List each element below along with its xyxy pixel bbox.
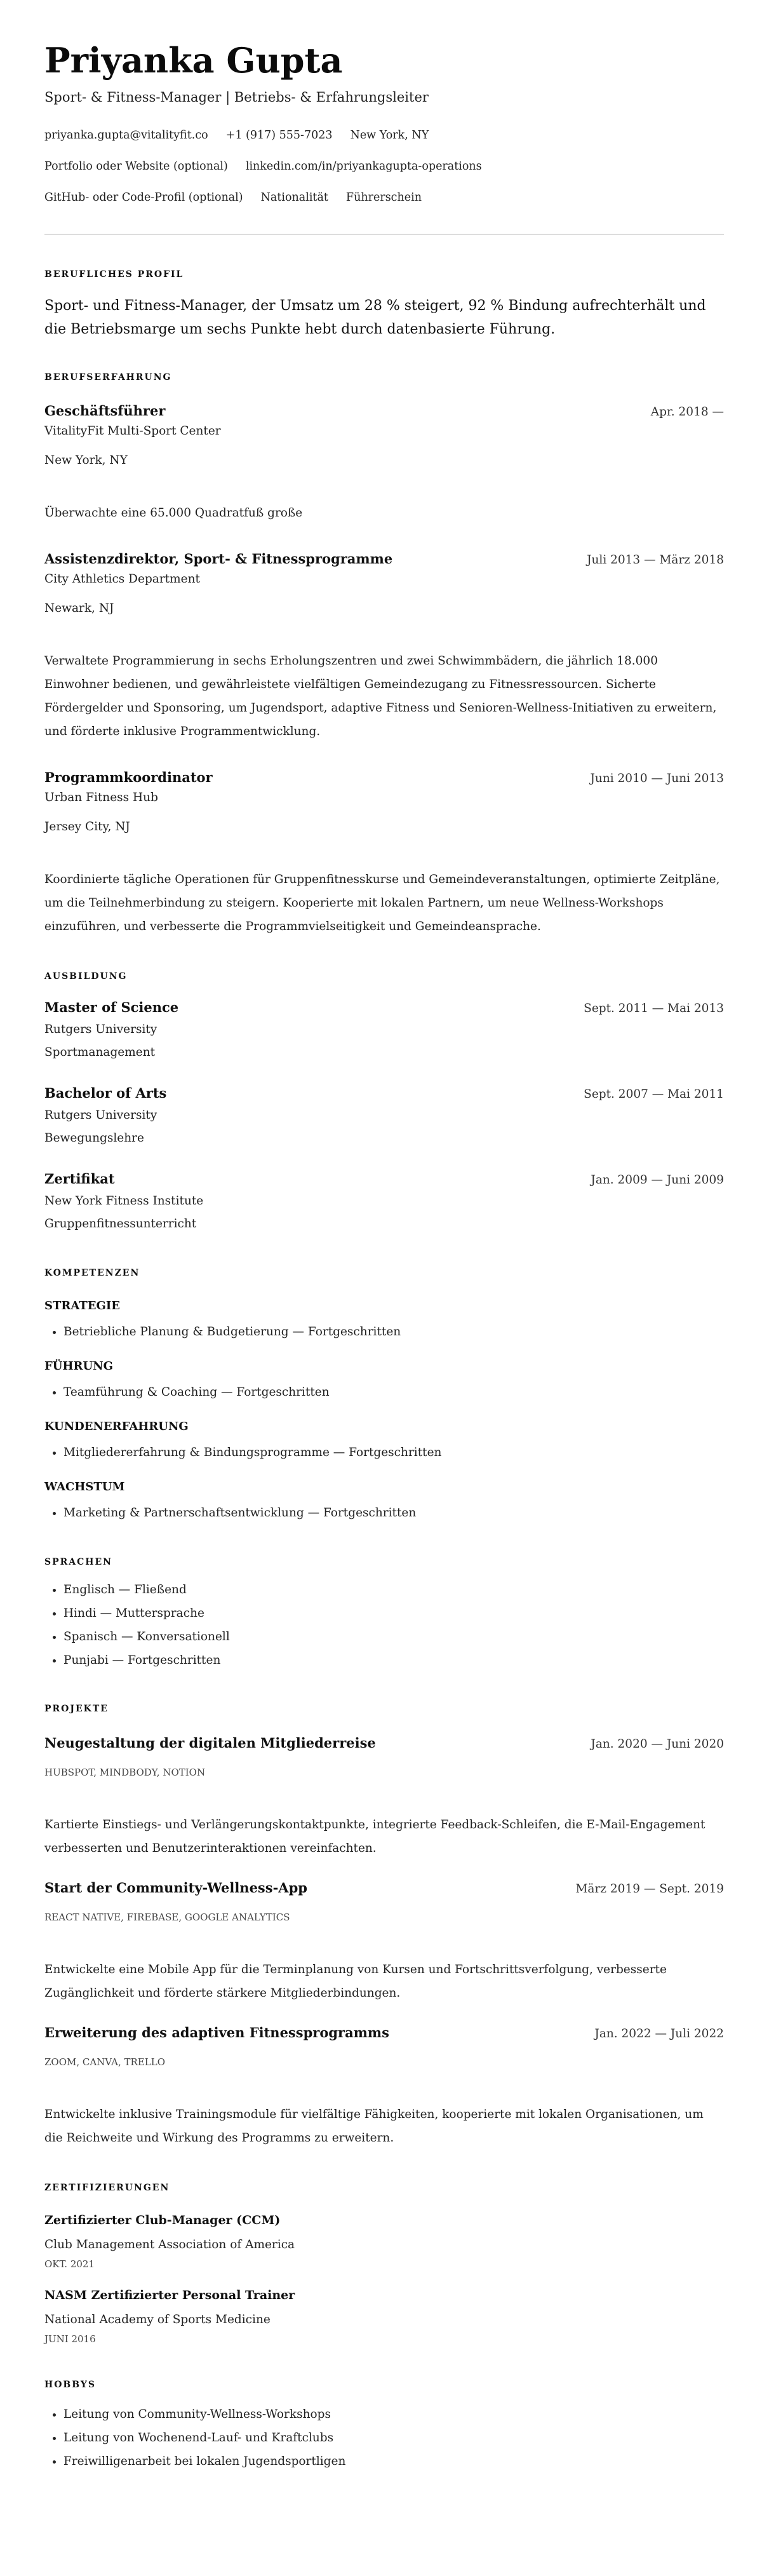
project-title: Neugestaltung der digitalen Mitgliederreise xyxy=(44,1735,376,1751)
section-heading: KOMPETENZEN xyxy=(44,1268,140,1278)
section-heading: SPRACHEN xyxy=(44,1557,112,1567)
field-of-study: Bewegungslehre xyxy=(44,1131,144,1145)
language-item: • Punjabi — Fortgeschritten xyxy=(64,1649,724,1672)
resume-header xyxy=(44,39,724,207)
project-entry xyxy=(44,1878,724,2005)
skill-list xyxy=(44,1442,724,1464)
skill-item: • Mitgliedererfahrung & Bindungsprogramme — Fortgeschritten xyxy=(64,1442,724,1464)
language-list xyxy=(44,1578,724,1672)
hobby-item: • Leitung von Wochenend-Lauf- und Kraftclubs xyxy=(64,2426,724,2450)
projects-section xyxy=(44,1703,724,2150)
candidate-name: Priyanka Gupta xyxy=(44,40,343,81)
skill-list xyxy=(44,1382,724,1403)
job-entry xyxy=(44,768,724,938)
project-description: Kartierte Einstiegs- und Verlängerungskontaktpunkte, integrierte Feedback-Schleifen, die E-Mail-Engagement verbesserten und Benutzerinteraktionen vereinfachten. xyxy=(44,1818,705,1855)
project-entry xyxy=(44,2023,724,2150)
education-dates: Sept. 2007 — Mai 2011 xyxy=(584,1088,724,1101)
experience-section xyxy=(44,371,724,938)
degree: Master of Science xyxy=(44,999,179,1015)
job-location: Jersey City, NJ xyxy=(44,820,130,833)
degree: Bachelor of Arts xyxy=(44,1085,167,1101)
education-entry xyxy=(44,1084,724,1150)
skills-section xyxy=(44,1267,724,1524)
hobby-item: • Freiwilligenarbeit bei lokalen Jugendsportligen xyxy=(64,2450,724,2473)
section-heading: HOBBYS xyxy=(44,2380,96,2390)
certifications-section xyxy=(44,2182,724,2348)
project-dates: Jan. 2020 — Juni 2020 xyxy=(591,1737,724,1751)
hobby-item: • Leitung von Community-Wellness-Workshops xyxy=(64,2403,724,2426)
skill-item: • Marketing & Partnerschaftsentwicklung — Fortgeschritten xyxy=(64,1502,724,1524)
job-company: City Athletics Department xyxy=(44,572,200,586)
job-title: Programmkoordinator xyxy=(44,769,213,785)
project-dates: März 2019 — Sept. 2019 xyxy=(575,1882,724,1896)
contact-linkedin[interactable]: linkedin.com/in/priyankagupta-operations xyxy=(245,160,482,173)
job-title: Geschäftsführer xyxy=(44,403,166,419)
skill-item: • Betriebliche Planung & Budgetierung — Fortgeschritten xyxy=(64,1321,724,1343)
skill-list xyxy=(44,1502,724,1524)
job-description: Überwachte eine 65.000 Quadratfuß große xyxy=(44,506,303,520)
contact-row xyxy=(44,157,724,176)
contact-github[interactable]: GitHub- oder Code-Profil (optional) xyxy=(44,191,243,204)
field-of-study: Sportmanagement xyxy=(44,1046,156,1059)
job-company: Urban Fitness Hub xyxy=(44,791,158,804)
certification-title: NASM Zertifizierter Personal Trainer xyxy=(44,2288,295,2302)
job-location: New York, NY xyxy=(44,454,128,467)
contact-row xyxy=(44,188,724,207)
contact-row xyxy=(44,126,724,145)
education-dates: Jan. 2009 — Juni 2009 xyxy=(591,1173,724,1187)
job-description: Verwaltete Programmierung in sechs Erholungszentren und zwei Schwimmbädern, die jährlich 18.000 Einwohner bedienen, und gewährleistete vielfältigen Gemeindezugang zu Fitnessressourcen. Sicherte Fördergelder und Sponsoring, um Jugendsport, adaptive Fitness und Senioren-Wellness-Initiativen zu erweitern, und förderte inklusive Programmentwicklung. xyxy=(44,654,717,738)
project-dates: Jan. 2022 — Juli 2022 xyxy=(594,2027,724,2040)
education-entry xyxy=(44,1170,724,1236)
section-heading: AUSBILDUNG xyxy=(44,971,128,981)
profile-summary: Sport- und Fitness-Manager, der Umsatz um 28 % steigert, 92 % Bindung aufrechterhält und die Betriebsmarge um sechs Punkte hebt durch datenbasierte Führung. xyxy=(44,298,706,337)
project-description: Entwickelte inklusive Trainingsmodule für vielfältige Fähigkeiten, kooperierte mit lokalen Organisationen, um die Reichweite und Wirkung des Programms zu erweitern. xyxy=(44,2108,704,2145)
language-item: • Spanisch — Konversationell xyxy=(64,1625,724,1649)
profile-section xyxy=(44,268,724,341)
school: New York Fitness Institute xyxy=(44,1194,204,1208)
project-tech: HUBSPOT, MINDBODY, NOTION xyxy=(44,1767,206,1778)
certification-entry xyxy=(44,2286,724,2348)
header-divider xyxy=(44,234,724,235)
language-item: • Hindi — Muttersprache xyxy=(64,1602,724,1625)
project-description: Entwickelte eine Mobile App für die Terminplanung von Kursen und Fortschrittsverfolgung, verbesserte Zugänglichkeit und förderte stärkere Mitgliederbindungen. xyxy=(44,1963,667,2000)
certification-entry xyxy=(44,2211,724,2273)
job-entry xyxy=(44,550,724,743)
school: Rutgers University xyxy=(44,1109,157,1122)
project-entry xyxy=(44,1734,724,1860)
field-of-study: Gruppenfitnessunterricht xyxy=(44,1217,197,1231)
section-heading: PROJEKTE xyxy=(44,1704,109,1714)
skill-group-heading: WACHSTUM xyxy=(44,1480,125,1494)
contact-email[interactable]: priyanka.gupta@vitalityfit.co xyxy=(44,129,208,142)
job-company: VitalityFit Multi-Sport Center xyxy=(44,424,221,438)
project-tech: REACT NATIVE, FIREBASE, GOOGLE ANALYTICS xyxy=(44,1912,290,1923)
degree: Zertifikat xyxy=(44,1171,115,1187)
job-description: Koordinierte tägliche Operationen für Gruppenfitnesskurse und Gemeindeveranstaltungen, optimierte Zeitpläne, um die Teilnehmerbindung zu steigern. Kooperierte mit lokalen Partnern, um neue Wellness-Workshops einzuführen, und verbesserte die Programmvielseitigkeit und Gemeindeansprache. xyxy=(44,873,720,933)
skill-group-heading: FÜHRUNG xyxy=(44,1359,113,1373)
job-dates: Juli 2013 — März 2018 xyxy=(587,553,724,567)
skill-group-heading: KUNDENERFAHRUNG xyxy=(44,1420,189,1433)
languages-section xyxy=(44,1556,724,1672)
skill-list xyxy=(44,1321,724,1343)
school: Rutgers University xyxy=(44,1023,157,1036)
section-heading: ZERTIFIZIERUNGEN xyxy=(44,2183,170,2193)
contact-location: New York, NY xyxy=(350,129,429,142)
resume-page xyxy=(0,39,762,2473)
job-dates: Apr. 2018 — xyxy=(650,405,724,419)
job-entry xyxy=(44,401,724,525)
job-location: Newark, NJ xyxy=(44,602,114,615)
education-section xyxy=(44,970,724,1236)
certification-title: Zertifizierter Club-Manager (CCM) xyxy=(44,2213,281,2227)
project-title: Erweiterung des adaptiven Fitnessprogramms xyxy=(44,2025,389,2040)
job-dates: Juni 2010 — Juni 2013 xyxy=(590,772,724,785)
contact-nationality: Nationalität xyxy=(260,191,328,204)
project-tech: ZOOM, CANVA, TRELLO xyxy=(44,2056,165,2068)
skill-group-heading: STRATEGIE xyxy=(44,1299,120,1312)
section-heading: BERUFSERFAHRUNG xyxy=(44,372,172,382)
certification-date: OKT. 2021 xyxy=(44,2258,95,2270)
project-title: Start der Community-Wellness-App xyxy=(44,1880,307,1896)
hobby-list xyxy=(44,2403,724,2473)
hobbies-section xyxy=(44,2378,724,2473)
language-item: • Englisch — Fließend xyxy=(64,1578,724,1602)
education-dates: Sept. 2011 — Mai 2013 xyxy=(584,1002,724,1015)
skill-item: • Teamführung & Coaching — Fortgeschritten xyxy=(64,1382,724,1403)
certification-issuer: Club Management Association of America xyxy=(44,2238,295,2251)
candidate-headline: Sport- & Fitness-Manager | Betriebs- & Erfahrungsleiter xyxy=(44,90,429,105)
contact-phone[interactable]: +1 (917) 555-7023 xyxy=(225,129,333,142)
contact-portfolio[interactable]: Portfolio oder Website (optional) xyxy=(44,160,228,173)
education-entry xyxy=(44,998,724,1064)
contact-license: Führerschein xyxy=(345,191,422,204)
job-title: Assistenzdirektor, Sport- & Fitnessprogramme xyxy=(44,551,393,567)
section-heading: BERUFLICHES PROFIL xyxy=(44,269,184,280)
certification-issuer: National Academy of Sports Medicine xyxy=(44,2313,271,2326)
certification-date: JUNI 2016 xyxy=(44,2333,96,2345)
